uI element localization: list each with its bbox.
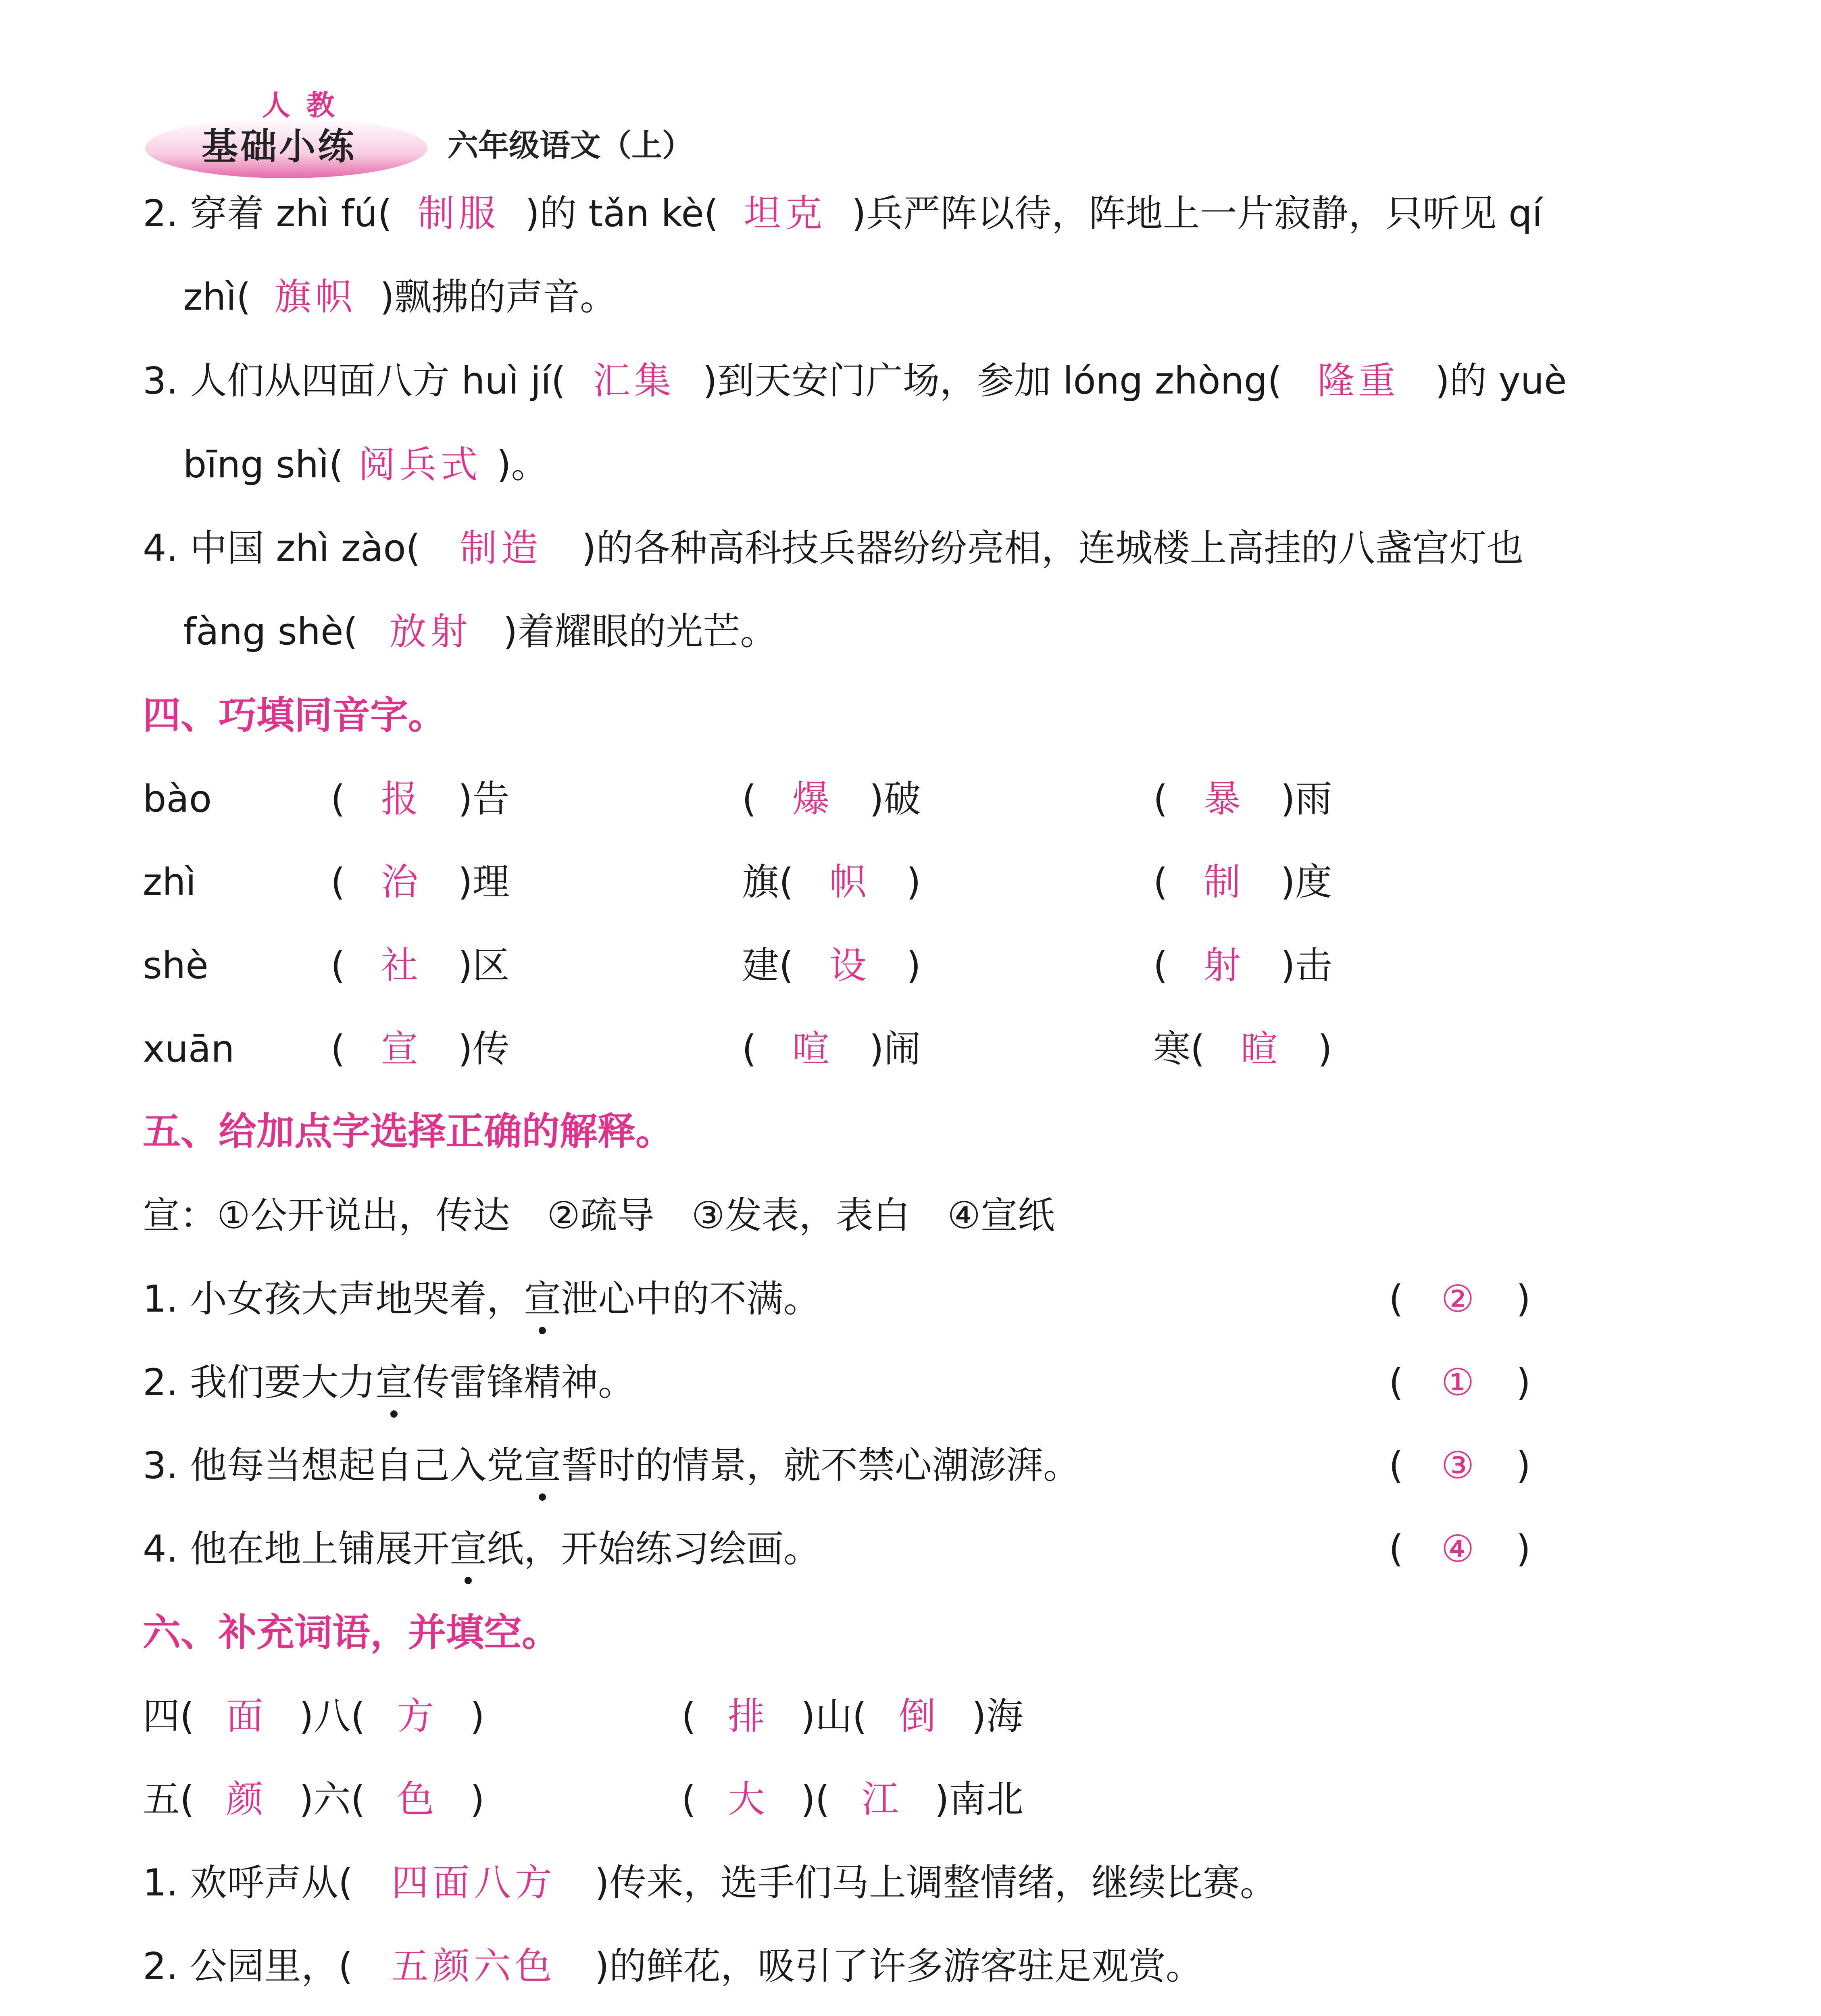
answer: 倒 [898, 1695, 940, 1738]
answer: 放射 [389, 610, 472, 653]
edition-label: 人教 [262, 89, 351, 122]
part6-sentence-2: 2. 公园里，( 五颜六色 )的鲜花，吸引了许多游客驻足观赏。 [143, 1940, 1676, 1993]
answer: ① [1441, 1361, 1479, 1404]
dotted-char: 宣 [375, 1356, 413, 1409]
answer: 汇集 [593, 359, 675, 402]
grade-subject: 六年级语文（上） [448, 127, 693, 163]
list-item: 1. 小女孩大声地哭着，宣泄心中的不满。 ( ② ) [143, 1273, 1676, 1325]
answer: 旗帜 [274, 275, 357, 319]
answer: 报 [381, 777, 422, 821]
answer: 帜 [829, 860, 871, 904]
answer: 制 [1203, 860, 1245, 904]
answer: 爆 [792, 777, 833, 821]
part6-sentence-1: 1. 欢呼声从( 四面八方 )传来，选手们马上调整情绪，继续比赛。 [143, 1857, 1676, 1909]
pinyin: zhì [143, 860, 196, 904]
answer: 隆重 [1317, 359, 1400, 402]
answer: ③ [1441, 1444, 1479, 1487]
list-item: 2. 我们要大力宣传雷锋精神。 ( ① ) [143, 1356, 1676, 1409]
answer: 四面八方 [391, 1861, 556, 1904]
definition-line: 宣：①公开说出，传达 ②疏导 ③发表，表白 ④宣纸 [143, 1194, 1055, 1237]
dotted-char: 宣 [524, 1273, 561, 1325]
section-title-6: 六、补充词语，并填空。 [143, 1611, 560, 1655]
answer: 射 [1203, 944, 1245, 987]
section-title-4: 四、巧填同音字。 [143, 694, 446, 737]
series-title: 基础小练 [202, 125, 356, 168]
pinyin: xuān [143, 1027, 235, 1070]
answer: 大 [727, 1778, 769, 1821]
answer: 喧 [792, 1027, 833, 1070]
answer: 社 [381, 944, 422, 987]
answer: 方 [397, 1695, 438, 1738]
answer: 五颜六色 [391, 1945, 556, 1988]
answer: 颜 [226, 1778, 267, 1821]
answer: 江 [861, 1778, 903, 1821]
dotted-char: 宣 [524, 1439, 561, 1492]
answer: 制服 [417, 192, 500, 235]
dotted-char: 宣 [450, 1523, 487, 1575]
list-item: 3. 他每当想起自己入党宣誓时的情景，就不禁心潮澎湃。 ( ③ ) [143, 1439, 1676, 1492]
idiom-1: 四( 面 )八( 方 ) [143, 1690, 485, 1743]
list-item: 4. 他在地上铺展开宣纸，开始练习绘画。 ( ④ ) [143, 1523, 1676, 1575]
pinyin: bào [143, 777, 212, 821]
idiom-3: 五( 颜 )六( 色 ) [143, 1773, 485, 1826]
answer: 暴 [1203, 777, 1245, 821]
answer: 暄 [1240, 1027, 1282, 1070]
pinyin: shè [143, 944, 208, 987]
answer: 设 [829, 944, 871, 987]
answer: 色 [397, 1778, 438, 1821]
section-title-5: 五、给加点字选择正确的解释。 [143, 1110, 674, 1154]
answer: 排 [727, 1695, 769, 1738]
answer: 面 [226, 1695, 267, 1738]
answer: ② [1441, 1277, 1479, 1320]
answer: 阅兵式 [358, 443, 482, 486]
idiom-4: ( 大 )( 江 )南北 [681, 1773, 1023, 1826]
answer: 宣 [381, 1027, 422, 1070]
answer: 治 [381, 860, 422, 904]
idiom-2: ( 排 )山( 倒 )海 [681, 1690, 1023, 1743]
answer: 坦克 [744, 192, 826, 235]
answer: ④ [1441, 1527, 1479, 1570]
answer: 制造 [460, 527, 542, 570]
